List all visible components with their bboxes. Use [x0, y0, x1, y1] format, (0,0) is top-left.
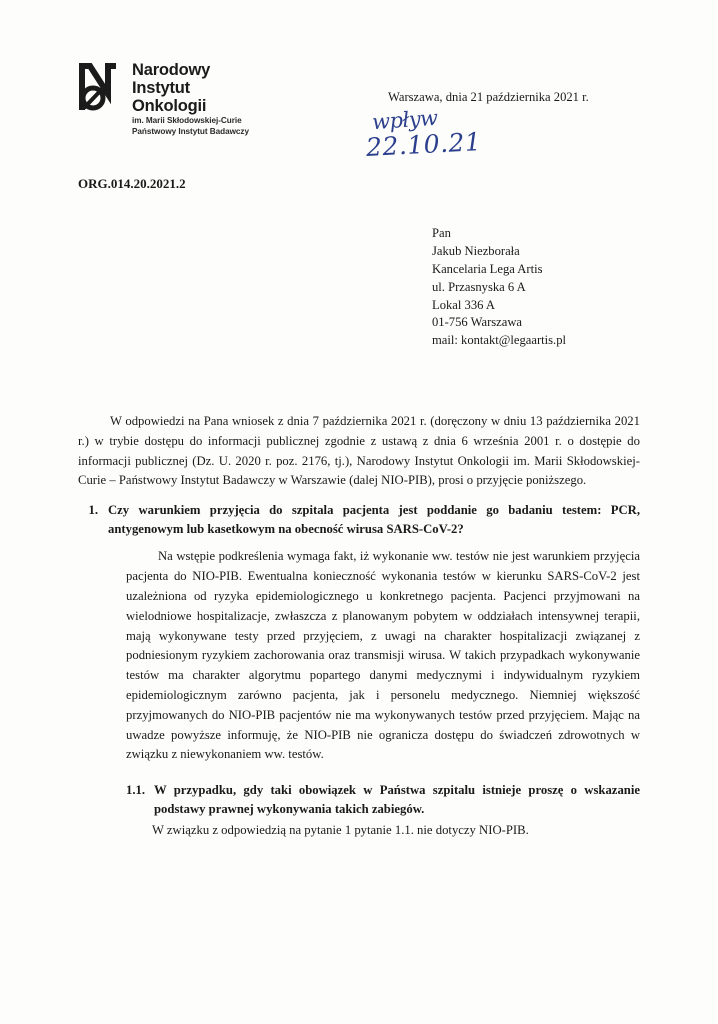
- reference-number: ORG.014.20.2021.2: [78, 176, 186, 191]
- intro-paragraph: W odpowiedzi na Pana wniosek z dnia 7 października 2021 r. (doręczony w dniu 13 października 2021 r.) w trybie dostępu do informacji publicznej zgodnie z ustawą z dnia 6 września 2001 r. o dostępie do informacji publicznej (Dz. U. 2020 r. poz. 2176, tj.), Narodowy Instytut Onkologii im. Marii Skłodowskiej-Curie – Państwowy Instytut Badawczy w Warszawie (dalej NIO-PIB), prosi o przyjęcie poniższego.: [78, 414, 640, 488]
- addressee-block: [432, 225, 566, 350]
- question-text: Czy warunkiem przyjęcia do szpitala pacjenta jest poddanie go badaniu testem: PCR, antygenowym lub kasetkowym na obecność wirusa SARS-CoV-2?: [108, 503, 640, 537]
- sub-question-number: 1.1.: [126, 783, 146, 798]
- addressee-mail: mail: kontakt@legaartis.pl: [432, 333, 567, 348]
- addressee-salutation: Pan: [432, 226, 451, 240]
- addressee-organization: Kancelaria Lega Artis: [432, 261, 543, 276]
- answer-block-1: [126, 547, 640, 765]
- letterhead-line-1: Narodowy: [132, 61, 211, 79]
- handwritten-received-date: 22.10.21: [365, 127, 483, 162]
- letterhead-line-2: Instytut: [132, 78, 190, 97]
- letter-body: [78, 412, 640, 841]
- letterhead-sub-1: im. Marii Skłodowskiej-Curie: [132, 116, 242, 126]
- answer-paragraph: Na wstępie podkreślenia wymaga fakt, iż wykonanie ww. testów nie jest warunkiem przyjęcia pacjenta do NIO-PIB. Ewentualna konieczność wykonania testów w kierunku SARS-CoV-2 jest uzależniona od ryzyka epidemiologicznego u konkretnego pacjenta. Pacjenci przyjmowani na wielodniowe hospitalizacje, zwłaszcza z planowanym pobytem w oddziałach intensywnej terapii, mają wykonywane testy przed przyjęciem, z uwagi na charakter hospitalizacji związanej z podniesionym ryzykiem zachorowania oraz transmisji wirusa. W takich przypadkach wykonywanie testów ma charakter algorytmu popartego danymi medycznymi i indywidualnym ryzykiem epidemiologicznym zarówno pacjenta, jak i personelu medycznego. Niemniej większość przyjmowanych do NIO-PIB pacjentów nie ma wykonywanych testów przed przyjęciem. Mając na uwadze powyższe informuję, że NIO-PIB nie ogranicza dostępu do świadczeń zdrowotnych w związku z niewykonaniem ww. testów.: [126, 549, 640, 762]
- addressee-unit: Lokal 336 A: [432, 297, 495, 312]
- handwritten-received-note: wpływ: [371, 105, 439, 135]
- nio-logo-icon: [78, 62, 124, 114]
- letterhead-line-3: Onkologii: [132, 96, 207, 115]
- letterhead: [78, 62, 338, 137]
- sub-question-text: W przypadku, gdy taki obowiązek w Państwa szpitalu istnieje proszę o wskazanie podstawy prawnej wykonywania takich zabiegów.: [154, 783, 640, 817]
- question-item: [78, 501, 640, 539]
- addressee-city: 01-756 Warszawa: [432, 315, 523, 330]
- sub-question-answer: W związku z odpowiedzią na pytanie 1 pytanie 1.1. nie dotyczy NIO-PIB.: [152, 823, 529, 838]
- question-list: [78, 501, 640, 539]
- question-number: 1.: [88, 503, 98, 518]
- addressee-name: Jakub Niezborała: [432, 243, 520, 258]
- document-date: Warszawa, dnia 21 października 2021 r.: [388, 90, 589, 104]
- letterhead-text: [132, 62, 249, 137]
- addressee-street: ul. Przasnyska 6 A: [432, 279, 526, 294]
- letterhead-sub-2: Państwowy Instytut Badawczy: [132, 127, 249, 137]
- sub-question-item: [126, 781, 640, 819]
